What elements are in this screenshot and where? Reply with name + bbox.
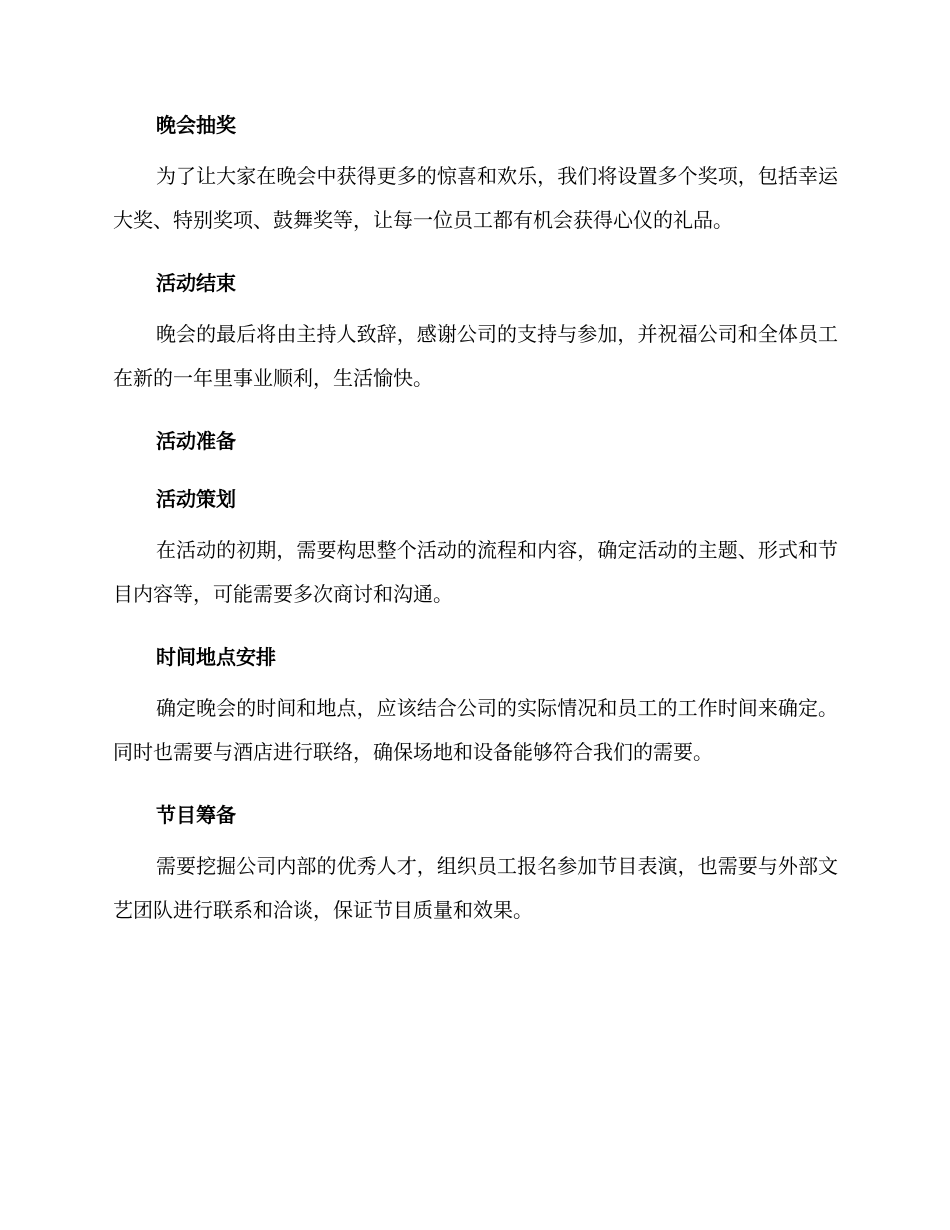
- section-heading-preparation: 活动准备: [156, 429, 236, 453]
- section-heading-event-end: 活动结束: [156, 271, 236, 295]
- section-body-time-venue: 确定晚会的时间和地点，应该结合公司的实际情况和员工的工作时间来确定。同时也需要与酒店进行联络，确保场地和设备能够符合我们的需要。: [113, 696, 838, 764]
- section-body-planning: 在活动的初期，需要构思整个活动的流程和内容，确定活动的主题、形式和节目内容等，可能需要多次商讨和沟通。: [113, 538, 838, 606]
- section-body-lottery: 为了让大家在晚会中获得更多的惊喜和欢乐，我们将设置多个奖项，包括幸运大奖、特别奖项、鼓舞奖等，让每一位员工都有机会获得心仪的礼品。: [113, 164, 838, 232]
- section-body-event-end: 晚会的最后将由主持人致辞，感谢公司的支持与参加，并祝福公司和全体员工在新的一年里事业顺利，生活愉快。: [113, 322, 838, 390]
- section-heading-program-prep: 节目筹备: [156, 803, 236, 827]
- section-heading-planning: 活动策划: [156, 487, 236, 511]
- section-heading-lottery: 晚会抽奖: [156, 113, 236, 137]
- section-heading-time-venue: 时间地点安排: [156, 645, 276, 669]
- section-body-program-prep: 需要挖掘公司内部的优秀人才，组织员工报名参加节目表演，也需要与外部文艺团队进行联系和洽谈，保证节目质量和效果。: [113, 854, 838, 922]
